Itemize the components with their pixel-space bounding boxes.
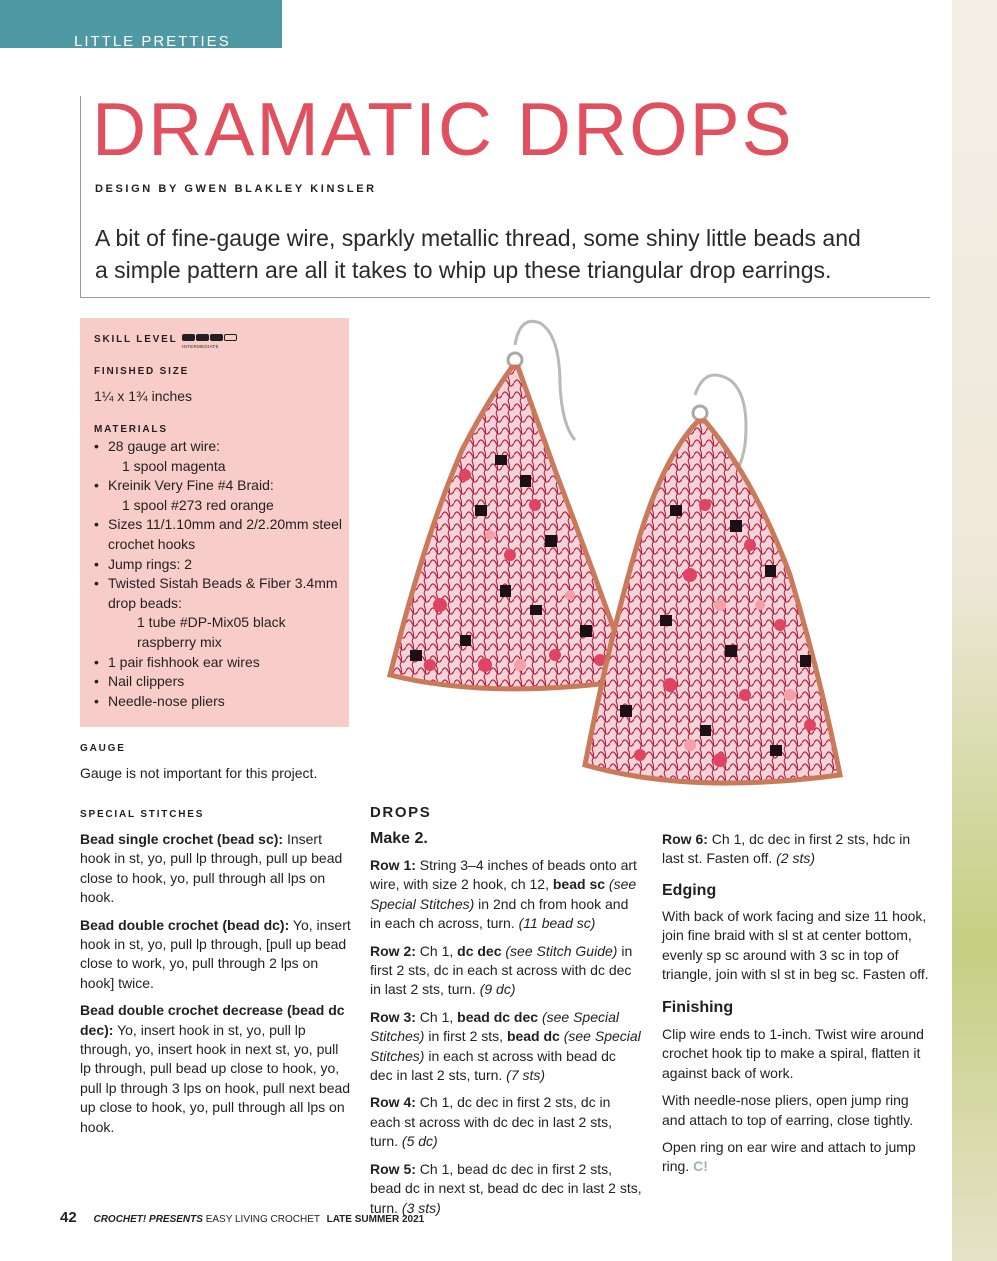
special-stitches-label: SPECIAL STITCHES bbox=[80, 809, 205, 820]
pattern-row: Row 3: Ch 1, bead dc dec (see Special Stitches) in first 2 sts, bead dc (see Special Stitches) in each st across with bead dc dec in last 2 sts, turn. (7 sts) bbox=[370, 1008, 641, 1084]
magazine-name: CROCHET! PRESENTS bbox=[93, 1214, 203, 1225]
edging-text: With back of work facing and size 11 hook, join fine braid with sl st at center bottom, evenly sp sc around with 3 sc in top of triangle, join with sl st in beg sc. Fasten off. bbox=[662, 908, 929, 983]
pattern-row: Row 1: String 3–4 inches of beads onto art wire, with size 2 hook, ch 12, bead sc (see Special Stitches) in 2nd ch from hook and in each ch across, turn. (11 bead sc) bbox=[370, 857, 637, 932]
stitch-definition: Bead double crochet (bead dc): Yo, insert hook in st, yo, pull lp through, [pull up bead close to work, yo, pull through 2 lps on hook] twice. bbox=[80, 916, 351, 991]
title-rule bbox=[80, 96, 81, 298]
material-item: • Sizes 11/1.10mm and 2/2.20mm steel crochet hooks bbox=[94, 515, 344, 554]
material-item: • 1 pair fishhook ear wires bbox=[94, 653, 344, 673]
pattern-row: Row 5: Ch 1, bead dc dec in first 2 sts, bead dc in next st, bead dc dec in last 2 sts, turn. (3 sts) bbox=[370, 1160, 642, 1216]
edging-heading: Edging bbox=[662, 882, 717, 899]
right-earring bbox=[585, 375, 840, 783]
page-footer bbox=[60, 1210, 424, 1228]
skill-level-meter bbox=[182, 334, 237, 341]
left-earring bbox=[390, 321, 632, 689]
page-number: 42 bbox=[60, 1209, 77, 1226]
finished-size-label: FINISHED SIZE bbox=[94, 366, 190, 377]
finishing-paragraph: Clip wire ends to 1-inch. Twist wire around crochet hook tip to make a spiral, flatten it against back of work. bbox=[662, 1026, 924, 1081]
page-title: DRAMATIC DROPS bbox=[92, 87, 794, 171]
drops-heading: DROPS bbox=[370, 804, 432, 821]
material-item: • Jump rings: 2 bbox=[94, 555, 344, 575]
material-item: • Twisted Sistah Beads & Fiber 3.4mm drop beads: 1 tube #DP-Mix05 black raspberry mix bbox=[94, 574, 344, 652]
skill-segment-empty bbox=[224, 334, 237, 341]
book-title: EASY LIVING CROCHET bbox=[205, 1214, 320, 1225]
materials-label: MATERIALS bbox=[94, 424, 168, 435]
finishing-heading: Finishing bbox=[662, 999, 734, 1016]
pattern-row: Row 6: Ch 1, dc dec in first 2 sts, hdc in last st. Fasten off. (2 sts) bbox=[662, 831, 911, 867]
earrings-photo bbox=[370, 305, 940, 795]
section-label: LITTLE PRETTIES bbox=[74, 33, 231, 50]
material-item: • 28 gauge art wire: 1 spool magenta bbox=[94, 437, 344, 476]
drops-rows bbox=[370, 856, 642, 1226]
issue-date: LATE SUMMER 2021 bbox=[326, 1214, 425, 1225]
page-edge bbox=[952, 0, 997, 1261]
intro-line: a simple pattern are all it takes to whip up these triangular drop earrings. bbox=[95, 257, 832, 283]
stitch-definition: Bead double crochet decrease (bead dc dec): Yo, insert hook in st, yo, pull lp through, yo, insert hook in next st, yo, pull lp through, pull bead up close to hook, yo, pull lp through 3 lps on hook, pull next bead up close to hook, yo, pull through all lps on hook. bbox=[80, 1002, 351, 1135]
skill-segment bbox=[210, 334, 223, 341]
pattern-row: Row 2: Ch 1, dc dec (see Stitch Guide) in first 2 sts, dc in each st across with dc dec in last 2 sts, turn. (9 dc) bbox=[370, 942, 633, 998]
pattern-row: Row 4: Ch 1, dc dec in first 2 sts, dc in each st across with dc dec in last 2 sts, turn. (5 dc) bbox=[370, 1094, 612, 1150]
materials-list bbox=[94, 437, 344, 711]
skill-segment bbox=[196, 334, 209, 341]
stitch-definition: Bead single crochet (bead sc): Insert hook in st, yo, pull lp through, pull up bead close to hook, yo, pull through all lps on hook. bbox=[80, 831, 343, 906]
special-stitches bbox=[80, 830, 352, 1145]
material-item: • Kreinik Very Fine #4 Braid: 1 spool #273 red orange bbox=[94, 476, 344, 515]
intro-line: A bit of fine-gauge wire, sparkly metallic thread, some shiny little beads and bbox=[95, 225, 861, 251]
title-divider bbox=[80, 297, 930, 298]
material-item: • Needle-nose pliers bbox=[94, 692, 344, 712]
material-item: • Nail clippers bbox=[94, 672, 344, 692]
finishing-paragraph: Open ring on ear wire and attach to jump ring. C! bbox=[662, 1139, 916, 1175]
skill-level-label: SKILL LEVEL bbox=[94, 334, 178, 345]
end-mark: C! bbox=[693, 1158, 708, 1175]
intro-text bbox=[95, 222, 925, 286]
skill-level-value: INTERMEDIATE bbox=[182, 344, 219, 349]
gauge-label: GAUGE bbox=[80, 743, 126, 754]
make-count: Make 2. bbox=[370, 830, 428, 847]
section-tab bbox=[0, 0, 282, 48]
byline: DESIGN BY GWEN BLAKLEY KINSLER bbox=[95, 183, 377, 195]
finishing-paragraph: With needle-nose pliers, open jump ring and attach to top of earring, close tightly. bbox=[662, 1092, 914, 1128]
finishing-text bbox=[662, 1025, 934, 1185]
info-box bbox=[80, 318, 349, 727]
row-6 bbox=[662, 830, 934, 877]
skill-segment bbox=[182, 334, 195, 341]
gauge-text: Gauge is not important for this project. bbox=[80, 765, 318, 781]
finished-size-value: 1¼ x 1¾ inches bbox=[94, 388, 193, 404]
